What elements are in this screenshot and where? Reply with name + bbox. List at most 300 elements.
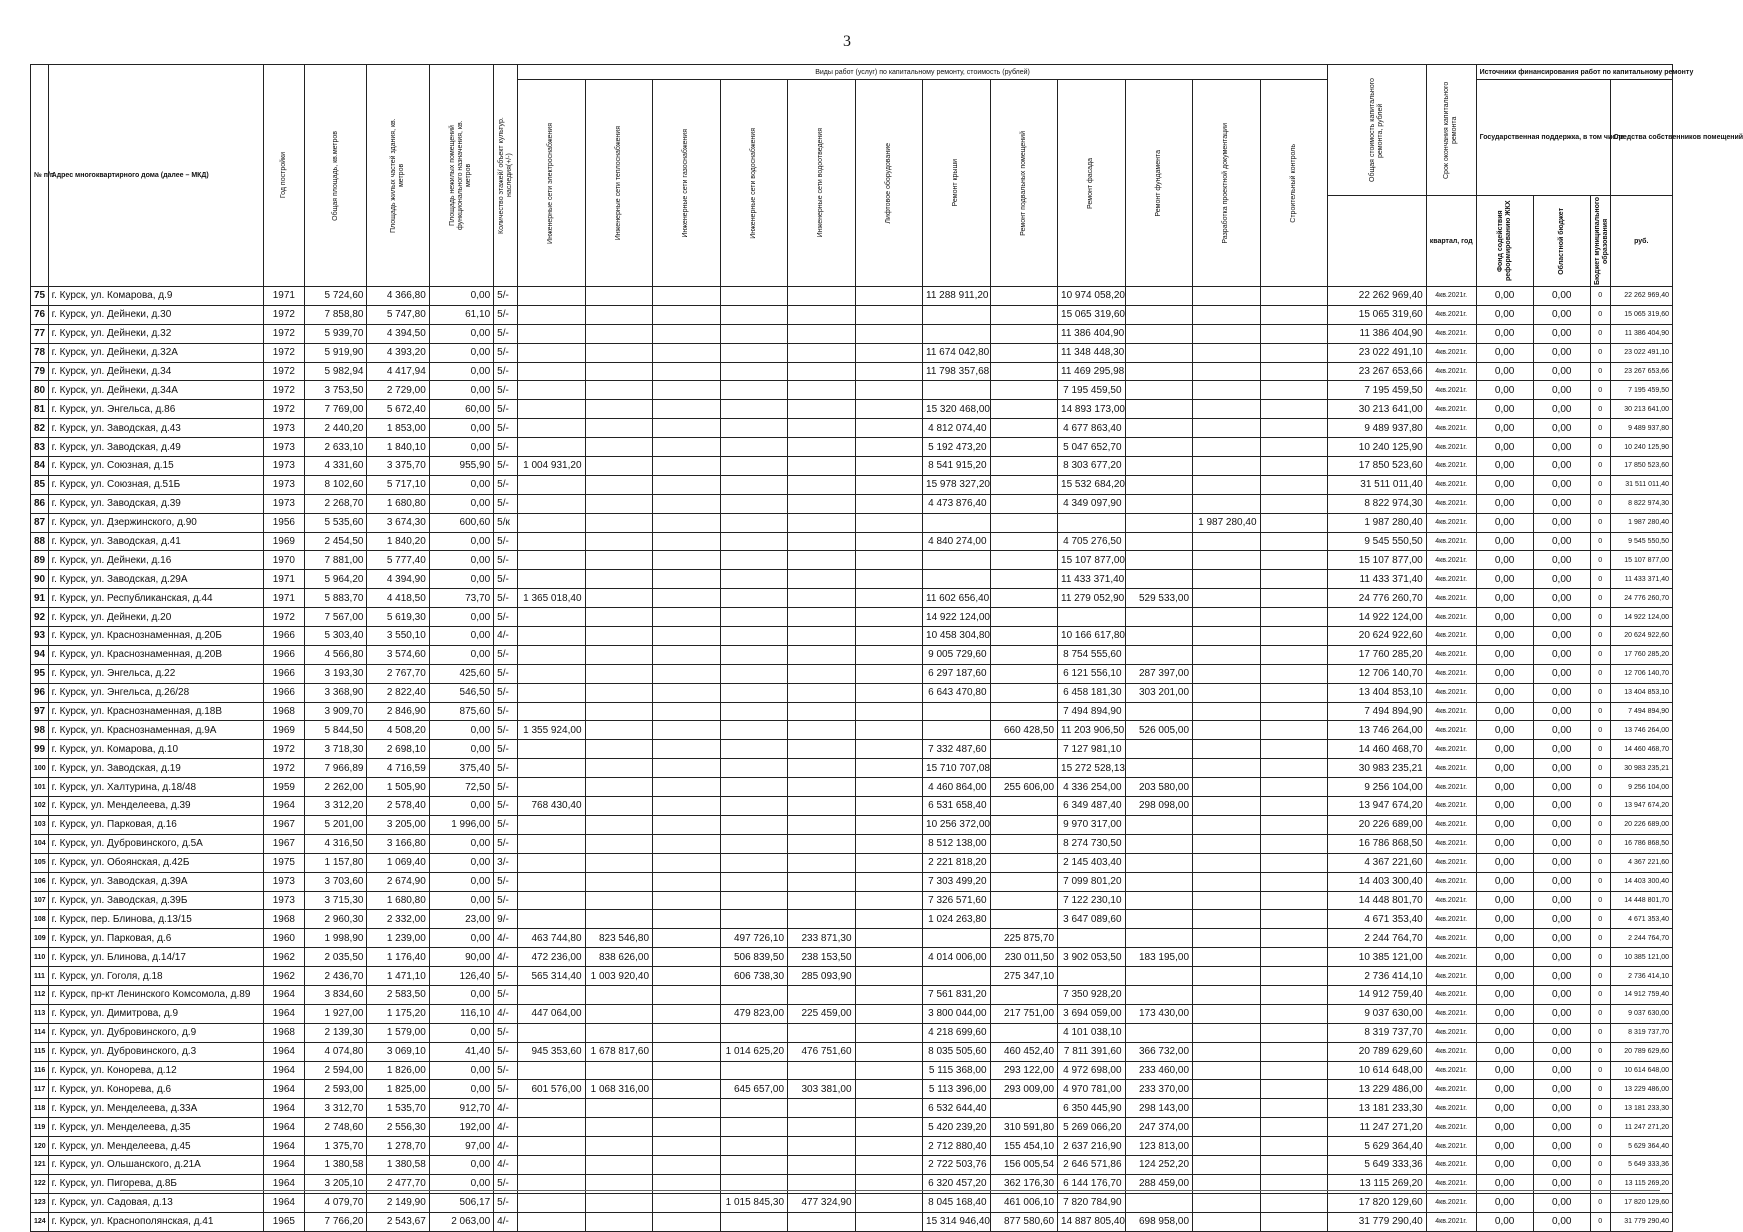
work-elevator-cell	[855, 570, 923, 589]
row-number: 113	[31, 1004, 49, 1023]
floors-cell: 5/-	[494, 1174, 518, 1193]
work-water-cell: 1 014 625,20	[720, 1042, 788, 1061]
address-cell: г. Курск, ул. Энгельса, д.86	[48, 400, 263, 419]
municipal-cell: 0	[1590, 1174, 1610, 1193]
work-facade-cell: 6 350 445,90	[1058, 1099, 1126, 1118]
work-sewage-cell	[788, 664, 856, 683]
living-area-cell: 1 680,80	[367, 494, 429, 513]
work-water-cell	[720, 1212, 788, 1231]
total-cost-cell: 14 460 468,70	[1328, 740, 1427, 759]
regional-cell: 0,00	[1533, 702, 1590, 721]
table-row	[31, 324, 1673, 343]
living-area-cell: 3 069,10	[367, 1042, 429, 1061]
row-number: 96	[31, 683, 49, 702]
work-foundation-cell	[1125, 1023, 1193, 1042]
address-cell: г. Курск, ул. Краснополянская, д.41	[48, 1212, 263, 1231]
fund-cell: 0,00	[1476, 1080, 1533, 1099]
work-gas-cell	[653, 589, 721, 608]
work-design-cell	[1193, 797, 1261, 816]
work-electric-cell	[518, 645, 586, 664]
fund-cell: 0,00	[1476, 1042, 1533, 1061]
row-number: 115	[31, 1042, 49, 1061]
deadline-cell: 4кв.2021г.	[1426, 589, 1476, 608]
work-design-cell	[1193, 1023, 1261, 1042]
work-electric-cell: 768 430,40	[518, 797, 586, 816]
page-number: 3	[843, 33, 851, 50]
row-number: 93	[31, 627, 49, 646]
work-facade-cell	[1058, 967, 1126, 986]
work-foundation-cell	[1125, 759, 1193, 778]
work-facade-cell: 6 121 556,10	[1058, 664, 1126, 683]
regional-cell: 0,00	[1533, 532, 1590, 551]
nonres-area-cell: 72,50	[429, 778, 493, 797]
work-foundation-cell: 366 732,00	[1125, 1042, 1193, 1061]
work-electric-cell	[518, 1212, 586, 1231]
work-basement-cell: 230 011,50	[990, 948, 1058, 967]
regional-cell: 0,00	[1533, 475, 1590, 494]
row-number: 94	[31, 645, 49, 664]
table-row	[31, 759, 1673, 778]
work-sewage-cell	[788, 475, 856, 494]
work-basement-cell: 217 751,00	[990, 1004, 1058, 1023]
work-roof-cell: 7 561 831,20	[923, 985, 991, 1004]
work-heating-cell	[585, 400, 653, 419]
living-area-cell: 2 674,90	[367, 872, 429, 891]
work-elevator-cell	[855, 287, 923, 306]
total-cost-cell: 17 760 285,20	[1328, 645, 1427, 664]
work-basement-cell	[990, 702, 1058, 721]
table-body	[31, 287, 1673, 1232]
floors-cell: 5/-	[494, 1080, 518, 1099]
floors-cell: 5/-	[494, 683, 518, 702]
year-cell: 1964	[263, 1080, 305, 1099]
living-area-cell: 1 840,10	[367, 438, 429, 457]
living-area-cell: 1 853,00	[367, 419, 429, 438]
owners-cell: 13 404 853,10	[1610, 683, 1672, 702]
work-sewage-cell	[788, 400, 856, 419]
municipal-cell: 0	[1590, 778, 1610, 797]
work-supervision-cell	[1260, 815, 1328, 834]
row-number: 111	[31, 967, 49, 986]
work-sewage-cell: 285 093,90	[788, 967, 856, 986]
work-electric-cell	[518, 551, 586, 570]
fund-cell: 0,00	[1476, 1023, 1533, 1042]
work-design-cell	[1193, 759, 1261, 778]
work-supervision-cell	[1260, 645, 1328, 664]
work-gas-cell	[653, 400, 721, 419]
fund-cell: 0,00	[1476, 494, 1533, 513]
work-foundation-cell	[1125, 891, 1193, 910]
work-design-cell	[1193, 438, 1261, 457]
work-sewage-cell	[788, 853, 856, 872]
work-elevator-cell	[855, 929, 923, 948]
work-supervision-cell	[1260, 778, 1328, 797]
total-area-cell: 4 331,60	[305, 457, 367, 476]
work-design-cell	[1193, 343, 1261, 362]
nonres-area-cell: 73,70	[429, 589, 493, 608]
work-design-cell	[1193, 1004, 1261, 1023]
row-number: 83	[31, 438, 49, 457]
header-work-supervision: Строительный контроль	[1260, 80, 1328, 287]
floors-cell: 5/-	[494, 967, 518, 986]
work-heating-cell	[585, 551, 653, 570]
work-supervision-cell	[1260, 1004, 1328, 1023]
address-cell: г. Курск, ул. Республиканская, д.44	[48, 589, 263, 608]
work-sewage-cell	[788, 721, 856, 740]
work-heating-cell	[585, 381, 653, 400]
municipal-cell: 0	[1590, 1212, 1610, 1231]
work-supervision-cell	[1260, 910, 1328, 929]
total-cost-cell: 4 671 353,40	[1328, 910, 1427, 929]
work-design-cell	[1193, 1080, 1261, 1099]
municipal-cell: 0	[1590, 570, 1610, 589]
work-design-cell	[1193, 551, 1261, 570]
work-elevator-cell	[855, 778, 923, 797]
work-elevator-cell	[855, 1004, 923, 1023]
work-water-cell	[720, 343, 788, 362]
floors-cell: 3/-	[494, 853, 518, 872]
work-sewage-cell	[788, 362, 856, 381]
work-heating-cell	[585, 1004, 653, 1023]
nonres-area-cell: 0,00	[429, 1080, 493, 1099]
work-water-cell	[720, 1137, 788, 1156]
floors-cell: 5/-	[494, 1193, 518, 1212]
work-elevator-cell	[855, 1042, 923, 1061]
work-gas-cell	[653, 834, 721, 853]
work-supervision-cell	[1260, 664, 1328, 683]
year-cell: 1972	[263, 759, 305, 778]
work-basement-cell	[990, 287, 1058, 306]
work-sewage-cell	[788, 778, 856, 797]
work-design-cell	[1193, 1042, 1261, 1061]
work-sewage-cell: 477 324,90	[788, 1193, 856, 1212]
floors-cell: 5/-	[494, 551, 518, 570]
fund-cell: 0,00	[1476, 608, 1533, 627]
municipal-cell: 0	[1590, 664, 1610, 683]
work-water-cell	[720, 1099, 788, 1118]
fund-cell: 0,00	[1476, 797, 1533, 816]
work-elevator-cell	[855, 494, 923, 513]
table-row	[31, 627, 1673, 646]
total-cost-cell: 14 403 300,40	[1328, 872, 1427, 891]
work-facade-cell: 11 348 448,30	[1058, 343, 1126, 362]
work-facade-cell: 4 349 097,90	[1058, 494, 1126, 513]
deadline-cell: 4кв.2021г.	[1426, 457, 1476, 476]
work-basement-cell	[990, 362, 1058, 381]
owners-cell: 12 706 140,70	[1610, 664, 1672, 683]
regional-cell: 0,00	[1533, 985, 1590, 1004]
work-foundation-cell	[1125, 910, 1193, 929]
deadline-cell: 4кв.2021г.	[1426, 343, 1476, 362]
work-gas-cell	[653, 702, 721, 721]
deadline-cell: 4кв.2021г.	[1426, 1137, 1476, 1156]
nonres-area-cell: 0,00	[429, 1023, 493, 1042]
floors-cell: 5/-	[494, 985, 518, 1004]
year-cell: 1967	[263, 834, 305, 853]
row-number: 81	[31, 400, 49, 419]
work-gas-cell	[653, 305, 721, 324]
work-gas-cell	[653, 570, 721, 589]
work-design-cell	[1193, 362, 1261, 381]
work-design-cell	[1193, 400, 1261, 419]
work-roof-cell: 7 326 571,60	[923, 891, 991, 910]
municipal-cell: 0	[1590, 287, 1610, 306]
work-supervision-cell	[1260, 532, 1328, 551]
table-row	[31, 929, 1673, 948]
floors-cell: 4/-	[494, 1099, 518, 1118]
regional-cell: 0,00	[1533, 721, 1590, 740]
header-fund: Фонд содействия реформированию ЖКХ	[1476, 196, 1533, 287]
regional-cell: 0,00	[1533, 910, 1590, 929]
year-cell: 1964	[263, 1174, 305, 1193]
work-roof-cell	[923, 929, 991, 948]
work-heating-cell	[585, 645, 653, 664]
work-gas-cell	[653, 324, 721, 343]
work-roof-cell: 9 005 729,60	[923, 645, 991, 664]
work-gas-cell	[653, 1137, 721, 1156]
work-foundation-cell	[1125, 343, 1193, 362]
floors-cell: 4/-	[494, 948, 518, 967]
municipal-cell: 0	[1590, 1023, 1610, 1042]
total-cost-cell: 9 256 104,00	[1328, 778, 1427, 797]
header-year: Год постройки	[263, 65, 305, 287]
total-area-cell: 5 939,70	[305, 324, 367, 343]
address-cell: г. Курск, ул. Блинова, д.14/17	[48, 948, 263, 967]
work-electric-cell	[518, 438, 586, 457]
work-gas-cell	[653, 759, 721, 778]
work-roof-cell: 15 978 327,20	[923, 475, 991, 494]
table-row	[31, 438, 1673, 457]
work-water-cell	[720, 1155, 788, 1174]
header-work-foundation: Ремонт фундамента	[1125, 80, 1193, 287]
owners-cell: 9 545 550,50	[1610, 532, 1672, 551]
regional-cell: 0,00	[1533, 664, 1590, 683]
work-foundation-cell	[1125, 570, 1193, 589]
regional-cell: 0,00	[1533, 683, 1590, 702]
total-cost-cell: 23 267 653,66	[1328, 362, 1427, 381]
owners-cell: 23 267 653,66	[1610, 362, 1672, 381]
deadline-cell: 4кв.2021г.	[1426, 702, 1476, 721]
work-sewage-cell	[788, 532, 856, 551]
work-foundation-cell: 287 397,00	[1125, 664, 1193, 683]
regional-cell: 0,00	[1533, 834, 1590, 853]
work-facade-cell: 7 195 459,50	[1058, 381, 1126, 400]
floors-cell: 5/-	[494, 589, 518, 608]
work-sewage-cell	[788, 759, 856, 778]
work-facade-cell	[1058, 608, 1126, 627]
work-water-cell	[720, 419, 788, 438]
work-elevator-cell	[855, 721, 923, 740]
deadline-cell: 4кв.2021г.	[1426, 532, 1476, 551]
living-area-cell: 1 826,00	[367, 1061, 429, 1080]
work-elevator-cell	[855, 1137, 923, 1156]
work-roof-cell: 4 812 074,40	[923, 419, 991, 438]
work-gas-cell	[653, 910, 721, 929]
work-roof-cell: 10 256 372,00	[923, 815, 991, 834]
work-basement-cell	[990, 532, 1058, 551]
total-area-cell: 3 715,30	[305, 891, 367, 910]
year-cell: 1973	[263, 475, 305, 494]
fund-cell: 0,00	[1476, 1118, 1533, 1137]
total-area-cell: 2 440,20	[305, 419, 367, 438]
work-sewage-cell	[788, 287, 856, 306]
total-area-cell: 5 535,60	[305, 513, 367, 532]
owners-cell: 5 629 364,40	[1610, 1137, 1672, 1156]
row-number: 99	[31, 740, 49, 759]
work-foundation-cell: 123 813,00	[1125, 1137, 1193, 1156]
work-roof-cell: 4 473 876,40	[923, 494, 991, 513]
nonres-area-cell: 192,00	[429, 1118, 493, 1137]
work-electric-cell	[518, 381, 586, 400]
total-cost-cell: 31 511 011,40	[1328, 475, 1427, 494]
regional-cell: 0,00	[1533, 815, 1590, 834]
municipal-cell: 0	[1590, 929, 1610, 948]
total-area-cell: 1 380,58	[305, 1155, 367, 1174]
work-supervision-cell	[1260, 891, 1328, 910]
unit-deadline: квартал, год	[1426, 196, 1476, 287]
address-cell: г. Курск, ул. Краснознаменная, д.20В	[48, 645, 263, 664]
work-elevator-cell	[855, 1118, 923, 1137]
row-number: 88	[31, 532, 49, 551]
regional-cell: 0,00	[1533, 872, 1590, 891]
total-area-cell: 7 966,89	[305, 759, 367, 778]
row-number: 117	[31, 1080, 49, 1099]
total-area-cell: 3 205,10	[305, 1174, 367, 1193]
fund-cell: 0,00	[1476, 929, 1533, 948]
nonres-area-cell: 116,10	[429, 1004, 493, 1023]
work-roof-cell: 11 798 357,68	[923, 362, 991, 381]
total-area-cell: 3 909,70	[305, 702, 367, 721]
header-total-cost: Общая стоимость капитального ремонта, рублей	[1328, 65, 1427, 196]
fund-cell: 0,00	[1476, 1193, 1533, 1212]
deadline-cell: 4кв.2021г.	[1426, 1193, 1476, 1212]
table-row	[31, 645, 1673, 664]
living-area-cell: 2 578,40	[367, 797, 429, 816]
work-sewage-cell	[788, 1137, 856, 1156]
regional-cell: 0,00	[1533, 1193, 1590, 1212]
work-basement-cell	[990, 608, 1058, 627]
address-cell: г. Курск, ул. Димитрова, д.9	[48, 1004, 263, 1023]
work-basement-cell: 225 875,70	[990, 929, 1058, 948]
work-foundation-cell	[1125, 985, 1193, 1004]
row-number: 85	[31, 475, 49, 494]
work-water-cell	[720, 872, 788, 891]
work-basement-cell	[990, 438, 1058, 457]
year-cell: 1959	[263, 778, 305, 797]
row-number: 77	[31, 324, 49, 343]
work-water-cell	[720, 853, 788, 872]
row-number: 107	[31, 891, 49, 910]
municipal-cell: 0	[1590, 305, 1610, 324]
nonres-area-cell: 0,00	[429, 872, 493, 891]
year-cell: 1962	[263, 948, 305, 967]
regional-cell: 0,00	[1533, 1023, 1590, 1042]
table-row	[31, 1061, 1673, 1080]
work-roof-cell: 2 722 503,76	[923, 1155, 991, 1174]
regional-cell: 0,00	[1533, 1099, 1590, 1118]
work-basement-cell	[990, 834, 1058, 853]
work-design-cell	[1193, 381, 1261, 400]
work-supervision-cell	[1260, 381, 1328, 400]
work-elevator-cell	[855, 664, 923, 683]
work-foundation-cell: 303 201,00	[1125, 683, 1193, 702]
owners-cell: 13 229 486,00	[1610, 1080, 1672, 1099]
work-roof-cell: 8 541 915,20	[923, 457, 991, 476]
address-cell: г. Курск, ул. Парковая, д.16	[48, 815, 263, 834]
address-cell: г. Курск, ул. Обоянская, д.42Б	[48, 853, 263, 872]
work-design-cell	[1193, 740, 1261, 759]
total-cost-cell: 16 786 868,50	[1328, 834, 1427, 853]
regional-cell: 0,00	[1533, 513, 1590, 532]
work-water-cell	[720, 305, 788, 324]
year-cell: 1964	[263, 1042, 305, 1061]
work-gas-cell	[653, 721, 721, 740]
work-foundation-cell	[1125, 929, 1193, 948]
work-gas-cell	[653, 985, 721, 1004]
deadline-cell: 4кв.2021г.	[1426, 608, 1476, 627]
municipal-cell: 0	[1590, 1193, 1610, 1212]
work-basement-cell	[990, 627, 1058, 646]
header-deadline: Срок окончания капитального ремонта	[1426, 65, 1476, 196]
living-area-cell: 4 417,94	[367, 362, 429, 381]
work-basement-cell: 310 591,80	[990, 1118, 1058, 1137]
owners-cell: 10 614 648,00	[1610, 1061, 1672, 1080]
work-roof-cell: 15 320 468,00	[923, 400, 991, 419]
work-gas-cell	[653, 967, 721, 986]
fund-cell: 0,00	[1476, 645, 1533, 664]
regional-cell: 0,00	[1533, 457, 1590, 476]
year-cell: 1973	[263, 438, 305, 457]
fund-cell: 0,00	[1476, 778, 1533, 797]
work-facade-cell: 14 893 173,00	[1058, 400, 1126, 419]
work-foundation-cell	[1125, 324, 1193, 343]
nonres-area-cell: 0,00	[429, 1061, 493, 1080]
work-facade-cell: 2 646 571,86	[1058, 1155, 1126, 1174]
work-facade-cell: 8 754 555,60	[1058, 645, 1126, 664]
header-work-electric: Инженерные сети электроснабжения	[518, 80, 586, 287]
total-cost-cell: 13 404 853,10	[1328, 683, 1427, 702]
work-gas-cell	[653, 1080, 721, 1099]
fund-cell: 0,00	[1476, 967, 1533, 986]
work-facade-cell: 5 269 066,20	[1058, 1118, 1126, 1137]
work-basement-cell: 660 428,50	[990, 721, 1058, 740]
work-sewage-cell	[788, 683, 856, 702]
row-number: 82	[31, 419, 49, 438]
work-facade-cell: 4 705 276,50	[1058, 532, 1126, 551]
total-cost-cell: 9 545 550,50	[1328, 532, 1427, 551]
owners-cell: 15 065 319,60	[1610, 305, 1672, 324]
year-cell: 1968	[263, 910, 305, 929]
work-heating-cell: 838 626,00	[585, 948, 653, 967]
floors-cell: 5/-	[494, 1023, 518, 1042]
total-area-cell: 3 312,20	[305, 797, 367, 816]
work-electric-cell	[518, 362, 586, 381]
row-number: 102	[31, 797, 49, 816]
work-electric-cell	[518, 683, 586, 702]
living-area-cell: 2 332,00	[367, 910, 429, 929]
year-cell: 1970	[263, 551, 305, 570]
year-cell: 1972	[263, 305, 305, 324]
fund-cell: 0,00	[1476, 702, 1533, 721]
owners-cell: 11 247 271,20	[1610, 1118, 1672, 1137]
living-area-cell: 5 672,40	[367, 400, 429, 419]
floors-cell: 4/-	[494, 1155, 518, 1174]
row-number: 84	[31, 457, 49, 476]
row-number: 100	[31, 759, 49, 778]
header-no: № п/п	[31, 65, 49, 287]
living-area-cell: 1 239,00	[367, 929, 429, 948]
municipal-cell: 0	[1590, 532, 1610, 551]
